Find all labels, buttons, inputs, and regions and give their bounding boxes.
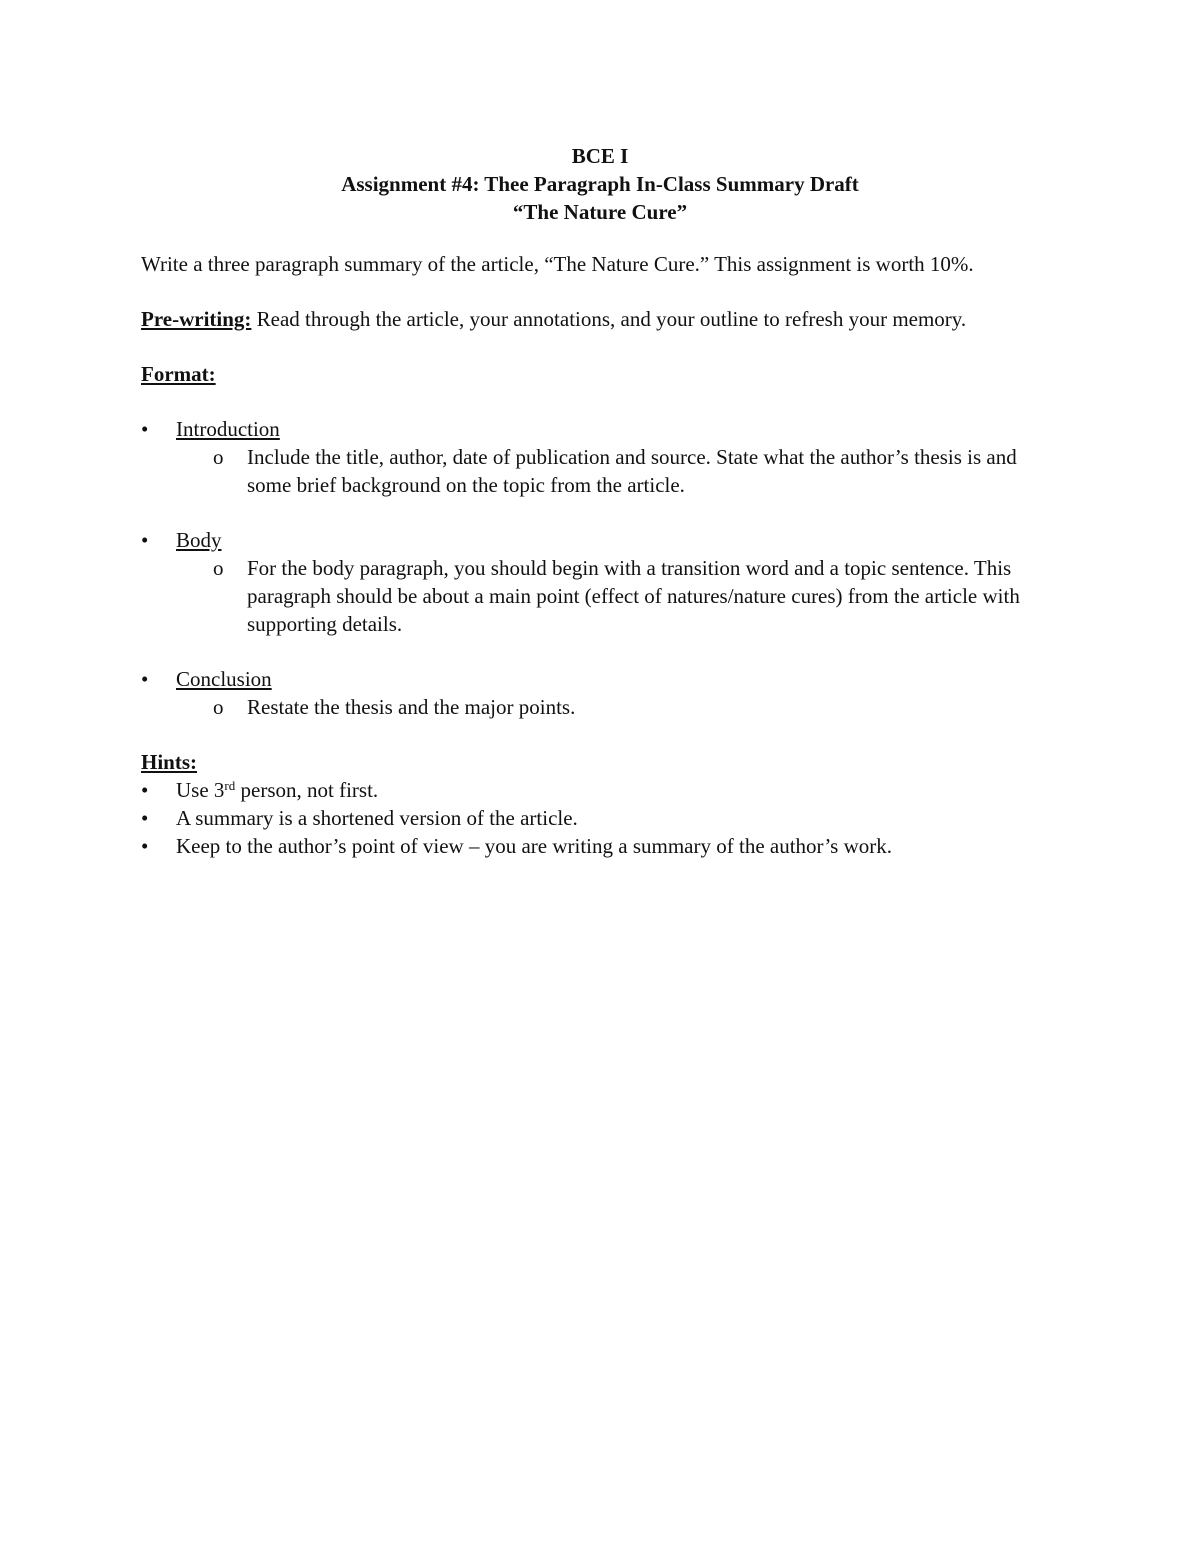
bullet-icon: • bbox=[141, 667, 149, 691]
bullet-icon: • bbox=[141, 806, 149, 830]
sub-bullet-icon: o bbox=[213, 445, 224, 469]
assignment-title: Assignment #4: Thee Paragraph In-Class Summary Draft bbox=[341, 172, 859, 196]
course-title: BCE I bbox=[571, 144, 629, 168]
hint-text-pre: Use 3 bbox=[176, 778, 225, 802]
hint-text-sup: rd bbox=[224, 778, 236, 793]
format-item-introduction bbox=[141, 415, 1061, 443]
hint-text: A summary is a shortened version of the article. bbox=[176, 806, 578, 830]
section-detail: Include the title, author, date of publication and source. State what the author’s thesis is and some brief background on the topic from the article. bbox=[247, 445, 1017, 497]
hint-item bbox=[141, 776, 1061, 804]
prewriting-text: Read through the article, your annotations, and your outline to refresh your memory. bbox=[251, 307, 967, 331]
bullet-icon: • bbox=[141, 528, 149, 552]
hint-text: Keep to the author’s point of view – you are writing a summary of the author’s work. bbox=[176, 834, 892, 858]
prewriting-label: Pre-writing: bbox=[141, 307, 252, 331]
sub-bullet-icon: o bbox=[213, 556, 224, 580]
section-title: Conclusion bbox=[176, 667, 272, 691]
bullet-icon: • bbox=[141, 417, 149, 441]
hint-item bbox=[141, 832, 1061, 860]
sub-bullet-icon: o bbox=[213, 695, 224, 719]
document-body bbox=[141, 250, 1061, 860]
format-item-conclusion bbox=[141, 665, 1061, 693]
section-title: Introduction bbox=[176, 417, 280, 441]
bullet-icon: • bbox=[141, 778, 149, 802]
format-heading bbox=[141, 360, 1061, 388]
format-subitem-introduction bbox=[141, 443, 1061, 499]
hints-label: Hints: bbox=[141, 750, 198, 774]
format-item-body bbox=[141, 526, 1061, 554]
format-subitem-conclusion bbox=[141, 693, 1061, 721]
section-title: Body bbox=[176, 528, 222, 552]
hints-heading bbox=[141, 748, 1061, 776]
document-header bbox=[0, 142, 1200, 226]
prewriting-paragraph bbox=[141, 305, 1061, 333]
section-detail: Restate the thesis and the major points. bbox=[247, 695, 576, 719]
bullet-icon: • bbox=[141, 834, 149, 858]
intro-paragraph: Write a three paragraph summary of the article, “The Nature Cure.” This assignment is worth 10%. bbox=[141, 252, 974, 276]
hint-text-post: person, not first. bbox=[235, 778, 379, 802]
format-label: Format: bbox=[141, 362, 216, 386]
article-title: “The Nature Cure” bbox=[512, 200, 688, 224]
section-detail: For the body paragraph, you should begin with a transition word and a topic sentence. This paragraph should be about a main point (effect of natures/nature cures) from the article with supporting details. bbox=[247, 556, 1020, 636]
format-subitem-body bbox=[141, 554, 1061, 638]
hint-item bbox=[141, 804, 1061, 832]
